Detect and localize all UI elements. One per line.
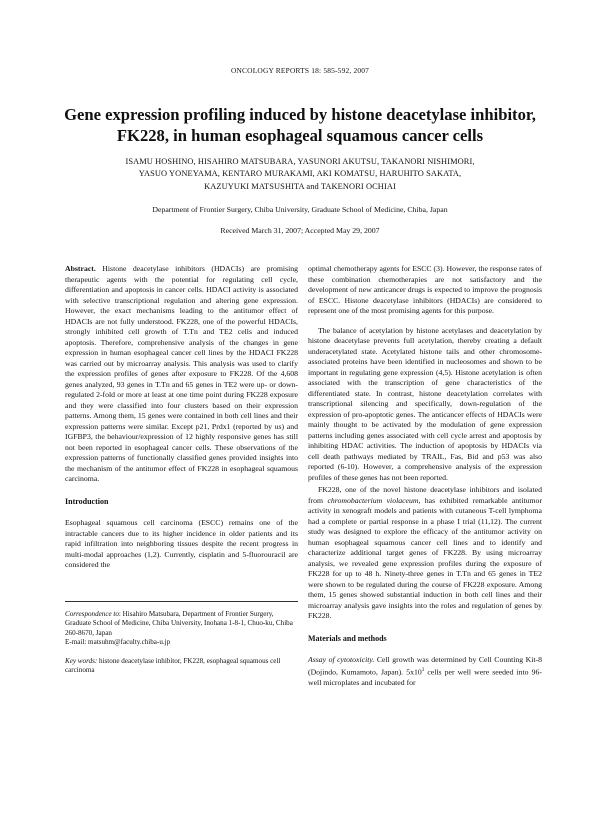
organism-name: chromobacterium violaceum (327, 495, 419, 505)
body-paragraph (308, 485, 542, 622)
introduction-paragraph: Esophageal squamous cell carcinoma (ESCC) remains one of the intractable cancers due to its higher incidence in older patients and its rapid infiltration into neighboring tissues despite the recent progress in multi-modal approaches (1,2). Currently, cisplatin and 5-fluorouracil are considered the (65, 518, 298, 569)
introduction-heading: Introduction (65, 496, 109, 506)
author-line: KAZUYUKI MATSUSHITA and TAKENORI OCHIAI (204, 181, 396, 191)
superscript: 3 (421, 667, 425, 673)
received-accepted-dates: Received March 31, 2007; Accepted May 29, 2007 (220, 226, 380, 235)
correspondence-text: : Hisahiro Matsubara, Department of Frontier Surgery, Graduate School of Medicine, Chiba University, Inohana 1-8-1, Chuo-ku, Chiba 260-8670, Japan (65, 609, 293, 637)
article-title: Gene expression profiling induced by histone deacetylase inhibitor, FK228, in human esophageal squamous cancer cells (64, 105, 536, 145)
body-text: FK228, one of the novel histone deacetylase inhibitors and isolated from (308, 485, 542, 505)
affiliation: Department of Frontier Surgery, Chiba University, Graduate School of Medicine, Chiba, Japan (152, 205, 448, 214)
methods-subheading: Assay of cytotoxicity. (308, 655, 375, 664)
abstract-label: Abstract. (65, 264, 96, 273)
keywords-note (65, 657, 298, 676)
author-line: ISAMU HOSHINO, HISAHIRO MATSUBARA, YASUNORI AKUTSU, TAKANORI NISHIMORI, (125, 157, 475, 166)
correspondence-label: Correspondence to (65, 609, 119, 618)
abstract-text: Histone deacetylase inhibitors (HDACIs) are promising therapeutic agents with the potential for regulating cell cycle, differentiation and apoptosis in cancer cells. HDACI activity is associated with selective transcriptional regulation and altering gene expression. However, the exact mechanisms leading to the antitumor effect of HDACIs are not fully understood. FK228, one of the powerful HDACIs, strongly inhibited cell growth of T.Tn and TE2 cells and induced apoptosis. Therefore, comprehensive analysis of the changes in gene expression in human esophageal cancer cell lines by the HDACI FK228 was carried out by microarray analysis. This analysis was used to clarify the expression profiles of genes after exposure to FK228. Of the 4,608 genes analyzed, 93 genes in T.Tn and 65 genes in TE2 were up- or down-regulated 2-fold or more at least at one time point during FK228 exposure and they were classified into four clusters based on their expression patterns. Among them, 15 genes were contained in both cell lines and their expression patterns were similar. Except p21, Prdx1 (reported by us) and IGFBP3, the behaviour/expression of 12 highly responsive genes has still not been reported in esophageal cancer cells. These observations of the expression patterns of functionally classified genes provided insights into the mechanism of the antitumor effect of FK228 in esophageal squamous carcinoma. (65, 264, 299, 483)
journal-header: ONCOLOGY REPORTS 18: 585-592, 2007 (230, 66, 370, 75)
keywords-text: histone deacetylase inhibitor, FK228, esophageal squamous cell carcinoma (65, 656, 281, 675)
body-paragraph: optimal chemotherapy agents for ESCC (3). However, the response rates of these combination chemotherapies are not satisfactory and the development of new anticancer drugs is expected to improve the prognosis of ESCC. Histone deacetylase inhibitors (HDACIs) are considered to represent one of the most promising agents for this purpose. (308, 264, 542, 315)
author-list (40, 156, 560, 193)
methods-paragraph (308, 655, 542, 688)
correspondence-email: E-mail: matsuhm@faculty.chiba-u.jp (65, 638, 171, 647)
footnote-divider (65, 601, 298, 602)
right-column (308, 264, 542, 688)
methods-text: cells per well were seeded into 96-well microplates and incubated for (308, 667, 542, 687)
body-text: , has exhibited remarkable antitumor activity in xenograft models and patients with cutaneous T-cell lymphoma had a complete or partial response in a phase I trial (11,12). The current study was designed to explore the efficacy of the antitumor activity on human esophageal squamous cancer cell lines and to identify and characterize additional target genes of FK228. By using microarray analysis, we revealed gene expression profiles during the exposure of FK228 for up to 48 h. Ninety-three genes in T.Tn and 65 genes in TE2 were shown to be regulated during the course of FK228 exposure. Among them, 15 genes showed substantial induction in both cell lines and their microarray analysis gave insights into the roles and regulation of genes by FK228. (308, 495, 542, 620)
correspondence-note (65, 610, 298, 639)
methods-text: Cell growth was determined by Cell Counting Kit-8 (Dojindo, Kumamoto, Japan). 5x10 (308, 655, 542, 677)
body-paragraph: The balance of acetylation by histone acetylases and deacetylation by histone deacetylase prevents full acetylation, thereby creating a default underacetylated state. Acetylated histone tails and other chromosome-associated proteins have been identified in nucleosomes and shown to be important in regulating gene expression (4,5). Histone acetylation is often associated with the transcription of gene characteristics of the differentiated state. In contrast, histone deacetylation correlates with transcriptional silencing and specifically, down-regulation of the expression of pro-apoptotic genes. The anticancer effects of HDACIs were mainly thought to be activated by the modulation of gene expression patterns including genes associated with cell cycle arrest and apoptosis by inhibiting HDAC activities. The induction of apoptosis by HDACIs via cell death pathways mediated by TRAIL, Fas, Bid and p53 was also reported (6-10). However, a comprehensive analysis of the expression profiles of these genes has not been reported. (308, 325, 542, 482)
left-column (65, 264, 298, 676)
author-line: YASUO YONEYAMA, KENTARO MURAKAMI, AKI KOMATSU, HARUHITO SAKATA, (138, 169, 462, 179)
keywords-label: Key words: (65, 656, 98, 665)
abstract (65, 264, 298, 485)
methods-heading: Materials and methods (308, 633, 387, 643)
